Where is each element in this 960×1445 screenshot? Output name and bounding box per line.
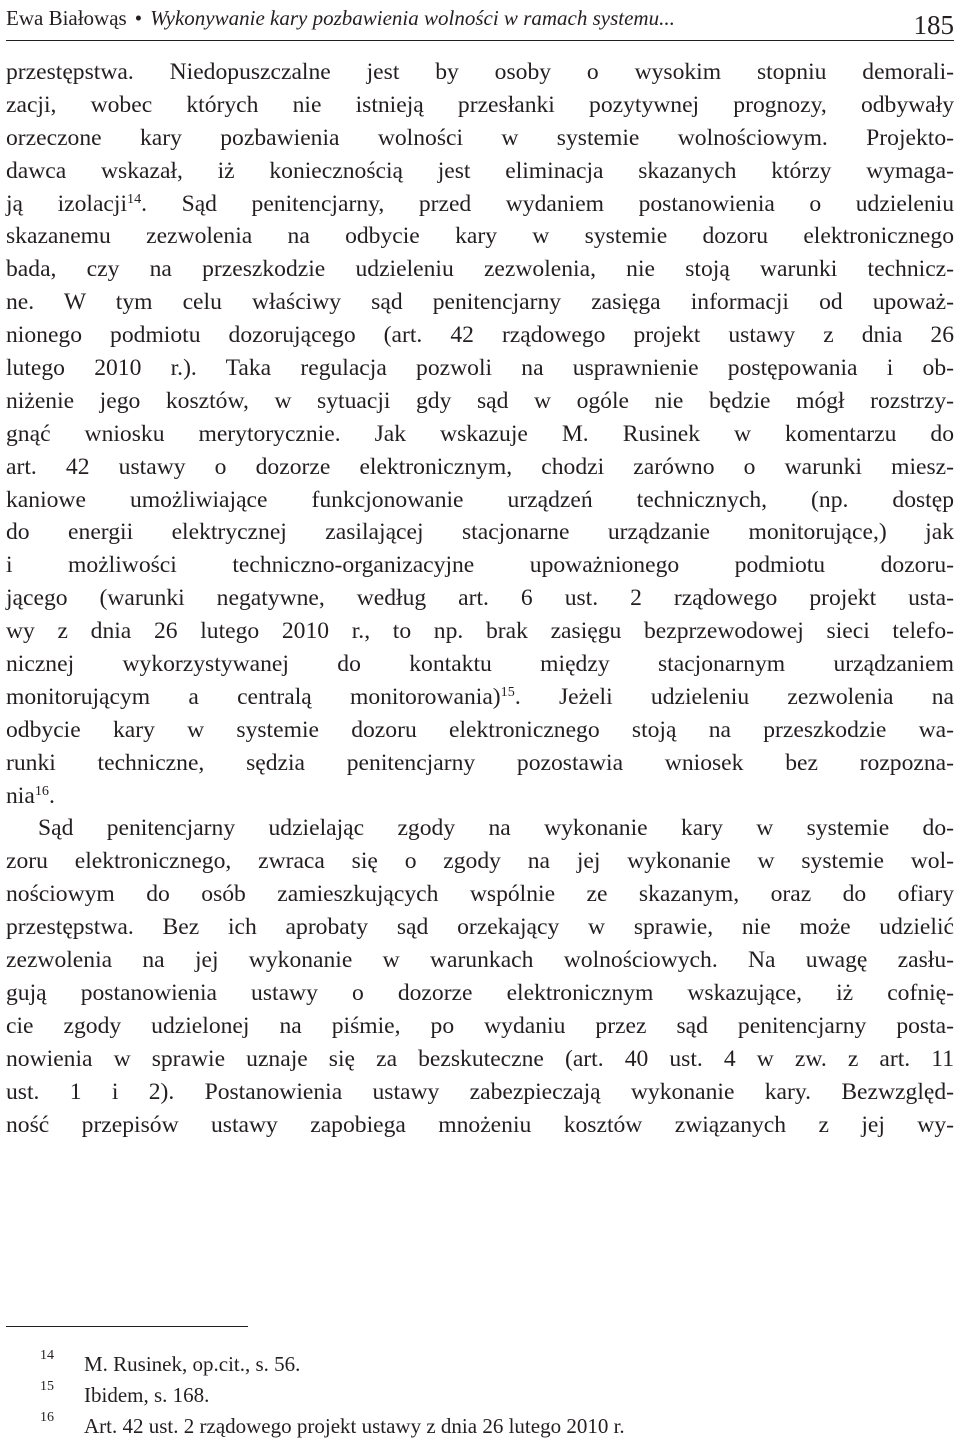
paragraph [6, 56, 954, 812]
main-text [6, 56, 954, 1141]
author-name: Ewa Białowąs [6, 6, 127, 30]
bullet-separator: • [134, 6, 143, 30]
text-line: jącego (warunki negatywne, według art. 6 ust. 2 rządowego projekt usta- [6, 585, 954, 612]
text-line: runki techniczne, sędzia penitencjarny pozostawia wniosek bez rozpozna- [6, 749, 954, 776]
text-line: orzeczone kary pozbawienia wolności w systemie wolnościowym. Projekto- [6, 124, 954, 151]
text-line: niżenie jego kosztów, w sytuacji gdy sąd w ogóle nie będzie mógł rozstrzy- [6, 387, 954, 414]
text-line: gują postanowienia ustawy o dozorze elektronicznym wskazujące, iż cofnię- [6, 979, 954, 1006]
text-line: Sąd penitencjarny udzielając zgody na wykonanie kary w systemie do- [38, 815, 954, 842]
text-line: ność przepisów ustawy zapobiega mnożeniu kosztów związanych z jej wy- [6, 1111, 954, 1138]
footnote-divider [6, 1326, 248, 1327]
text-line: nicznej wykorzystywanej do kontaktu między stacjonarnym urządzaniem [6, 651, 954, 678]
text-segment: . Sąd penitencjarny, przed wydaniem postanowienia o udzieleniu [141, 190, 954, 217]
running-head [6, 6, 675, 31]
text-line: cie zgody udzielonej na piśmie, po wydaniu przez sąd penitencjarny posta- [6, 1012, 954, 1039]
text-line: zoru elektronicznego, zwraca się o zgody na jej wykonanie w systemie wol- [6, 848, 954, 875]
footnote-ref[interactable]: 14 [127, 190, 142, 207]
running-title: Wykonywanie kary pozbawienia wolności w ramach systemu... [150, 6, 675, 30]
footnote-number: 16 [40, 1410, 54, 1425]
text-segment: nia [6, 782, 35, 809]
text-line: nionego podmiotu dozorującego (art. 42 rządowego projekt ustawy z dnia 26 [6, 322, 954, 349]
text-segment: . Jeżeli udzieleniu zezwolenia na [514, 683, 954, 710]
text-line [6, 681, 954, 714]
text-line: do energii elektrycznej zasilającej stacjonarne urządzanie monitorujące,) jak [6, 519, 954, 546]
text-line: nościowym do osób zamieszkujących wspólnie ze skazanym, oraz do ofiary [6, 881, 954, 908]
footnote-ref[interactable]: 16 [34, 782, 49, 799]
footnote-text: M. Rusinek, op.cit., s. 56. [84, 1352, 301, 1376]
footnote-text: Art. 42 ust. 2 rządowego projekt ustawy z dnia 26 lutego 2010 r. [84, 1414, 625, 1438]
text-line: nowienia w sprawie uznaje się za bezskuteczne (art. 40 ust. 4 w zw. z art. 11 [6, 1045, 954, 1072]
text-line: ne. W tym celu właściwy sąd penitencjarny zasięga informacji od upoważ- [6, 289, 954, 316]
paragraph [6, 812, 954, 1141]
footnote-text: Ibidem, s. 168. [84, 1383, 210, 1407]
text-segment: . [48, 782, 55, 809]
text-line: dawca wskazał, iż koniecznością jest eliminacja skazanych którzy wymaga- [6, 157, 954, 184]
text-line: art. 42 ustawy o dozorze elektronicznym, chodzi zarówno o warunki miesz- [6, 453, 954, 480]
text-line: przestępstwa. Bez ich aprobaty sąd orzekający w sprawie, nie może udzielić [6, 914, 954, 941]
text-line: zezwolenia na jej wykonanie w warunkach wolnościowych. Na uwagę zasłu- [6, 947, 954, 974]
text-segment: monitorującym a centralą monitorowania) [6, 683, 501, 710]
footnote-number: 15 [40, 1379, 54, 1394]
text-line: odbycie kary w systemie dozoru elektronicznego stoją na przeszkodzie wa- [6, 716, 954, 743]
page-number: 185 [913, 10, 954, 40]
text-line: ust. 1 i 2). Postanowienia ustawy zabezpieczają wykonanie kary. Bezwzględ- [6, 1078, 954, 1105]
footnote [6, 1410, 954, 1445]
footnote-number: 14 [40, 1348, 54, 1363]
text-line: przestępstwa. Niedopuszczalne jest by osoby o wysokim stopniu demorali- [6, 59, 954, 85]
text-segment: ją izolacji [6, 190, 127, 217]
running-header [6, 2, 954, 41]
text-line: zacji, wobec których nie istnieją przesłanki pozytywnej prognozy, odbywały [6, 91, 954, 118]
footnote [6, 1348, 954, 1383]
text-line: kaniowe umożliwiające funkcjonowanie urządzeń technicznych, (np. dostęp [6, 486, 954, 513]
text-line [6, 188, 954, 221]
footnote-ref[interactable]: 15 [500, 684, 515, 701]
footnote [6, 1379, 954, 1414]
text-line: lutego 2010 r.). Taka regulacja pozwoli na usprawnienie postępowania i ob- [6, 355, 954, 382]
text-line: wy z dnia 26 lutego 2010 r., to np. brak zasięgu bezprzewodowej sieci telefo- [6, 618, 954, 645]
text-line: skazanemu zezwolenia na odbycie kary w systemie dozoru elektronicznego [6, 223, 954, 250]
text-line: bada, czy na przeszkodzie udzieleniu zezwolenia, nie stoją warunki technicz- [6, 256, 954, 283]
text-line [6, 780, 954, 813]
text-line: i możliwości techniczno-organizacyjne upoważnionego podmiotu dozoru- [6, 552, 954, 579]
text-line: gnąć wniosku merytorycznie. Jak wskazuje M. Rusinek w komentarzu do [6, 420, 954, 447]
footnotes [6, 1348, 954, 1445]
